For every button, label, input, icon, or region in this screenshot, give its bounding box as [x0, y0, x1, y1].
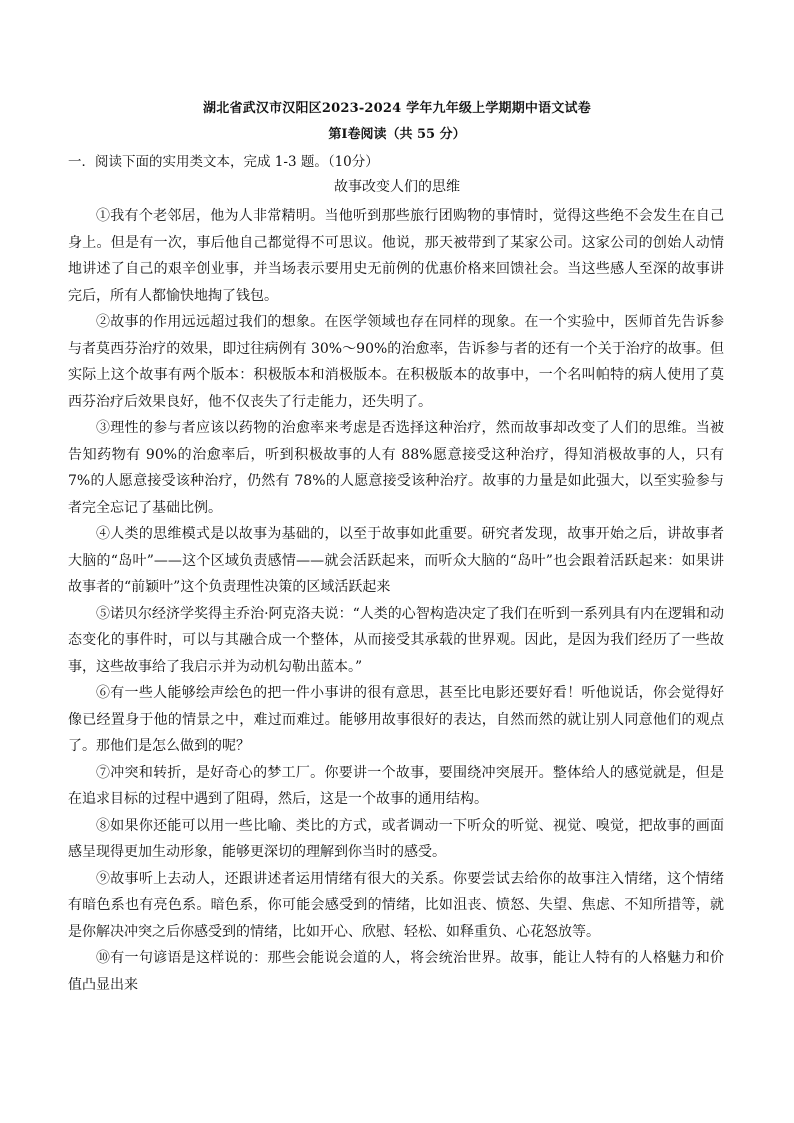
paragraph-7: ⑦冲突和转折，是好奇心的梦工厂。你要讲一个故事，要围绕冲突展开。整体给人的感觉就是，但是在追求目标的过程中遇到了阻碍，然后，这是一个故事的通用结构。: [68, 764, 724, 807]
question-header: 一．阅读下面的实用类文本，完成 1-3 题。（10分）: [68, 154, 379, 170]
paragraph-5: ⑤诺贝尔经济学奖得主乔治·阿克洛夫说：“人类的心智构造决定了我们在听到一系列具有内在逻辑和动态变化的事件时，可以与其融合成一个整体，从而接受其承载的世界观。因此，是因为我们经历了一些故事，这些故事给了我启示并为动机勾勒出蓝本。”: [68, 605, 724, 675]
paragraph-9: ⑨故事听上去动人，还跟讲述者运用情绪有很大的关系。你要尝试去给你的故事注入情绪，这个情绪有暗色系也有亮色系。暗色系，你可能会感受到的情绪，比如沮丧、愤怒、失望、焦虑、不知所措等，就是你解决冲突之后你感受到的情绪，比如开心、欣慰、轻松、如释重负、心花怒放等。: [68, 870, 724, 940]
article-title: 故事改变人们的思维: [334, 179, 460, 195]
paragraph-4: ④人类的思维模式是以故事为基础的，以至于故事如此重要。研究者发现，故事开始之后，讲故事者大脑的“岛叶”——这个区域负责感情——就会活跃起来，而听众大脑的“岛叶”也会跟着活跃起来：如果讲故事者的“前颖叶”这个负责理性决策的区域活跃起来: [68, 526, 724, 595]
section-title: 第Ⅰ卷阅读（共 55 分）: [328, 127, 466, 142]
exam-title: 湖北省武汉市汉阳区2023-2024 学年九年级上学期期中语文试卷: [203, 101, 591, 116]
paragraph-10: ⑩有一句谚语是这样说的：那些会能说会道的人，将会统治世界。故事，能让人特有的人格魅力和价值凸显出来: [68, 950, 724, 993]
paragraph-8: ⑧如果你还能可以用一些比喻、类比的方式，或者调动一下听众的听觉、视觉、嗅觉，把故事的画面感呈现得更加生动形象，能够更深切的理解到你当时的感受。: [68, 817, 724, 860]
paragraph-2: ②故事的作用远远超过我们的想象。在医学领域也存在同样的现象。在一个实验中，医师首先告诉参与者莫西芬治疗的效果，即过往病例有 30%～90%的治愈率，告诉参与者的还有一个关于治疗的故事。但实际上这个故事有两个版本：积极版本和消极版本。在积极版本的故事中，一个名叫帕特的病人使用了莫西芬治疗后效果良好，他不仅丧失了行走能力，还失明了。: [68, 314, 724, 410]
paragraph-6: ⑥有一些人能够绘声绘色的把一件小事讲的很有意思，甚至比电影还要好看！听他说话，你会觉得好像已经置身于他的情景之中，难过而难过。能够用故事很好的表达，自然而然的就让别人同意他们的观点了。那他们是怎么做到的呢？: [68, 685, 724, 754]
paragraph-3: ③理性的参与者应该以药物的治愈率来考虑是否选择这种治疗，然而故事却改变了人们的思维。当被告知药物有 90%的治愈率后，听到积极故事的人有 88%愿意接受这种治疗，得知消极故事的人，只有 7%的人愿意接受该种治疗，仍然有 78%的人愿意接受该种治疗。故事的力量是如此强大，以至实验参与者完全忘记了基础比例。: [68, 420, 724, 516]
paragraph-1: ①我有个老邻居，他为人非常精明。当他听到那些旅行团购物的事情时，觉得这些绝不会发生在自己身上。但是有一次，事后他自己都觉得不可思议。他说，那天被带到了某家公司。这家公司的创始人动情地讲述了自己的艰辛创业事，并当场表示要用史无前例的优惠价格来回馈社会。当这些感人至深的故事讲完后，所有人都愉快地掏了钱包。: [68, 208, 724, 304]
article-body: [68, 203, 724, 998]
